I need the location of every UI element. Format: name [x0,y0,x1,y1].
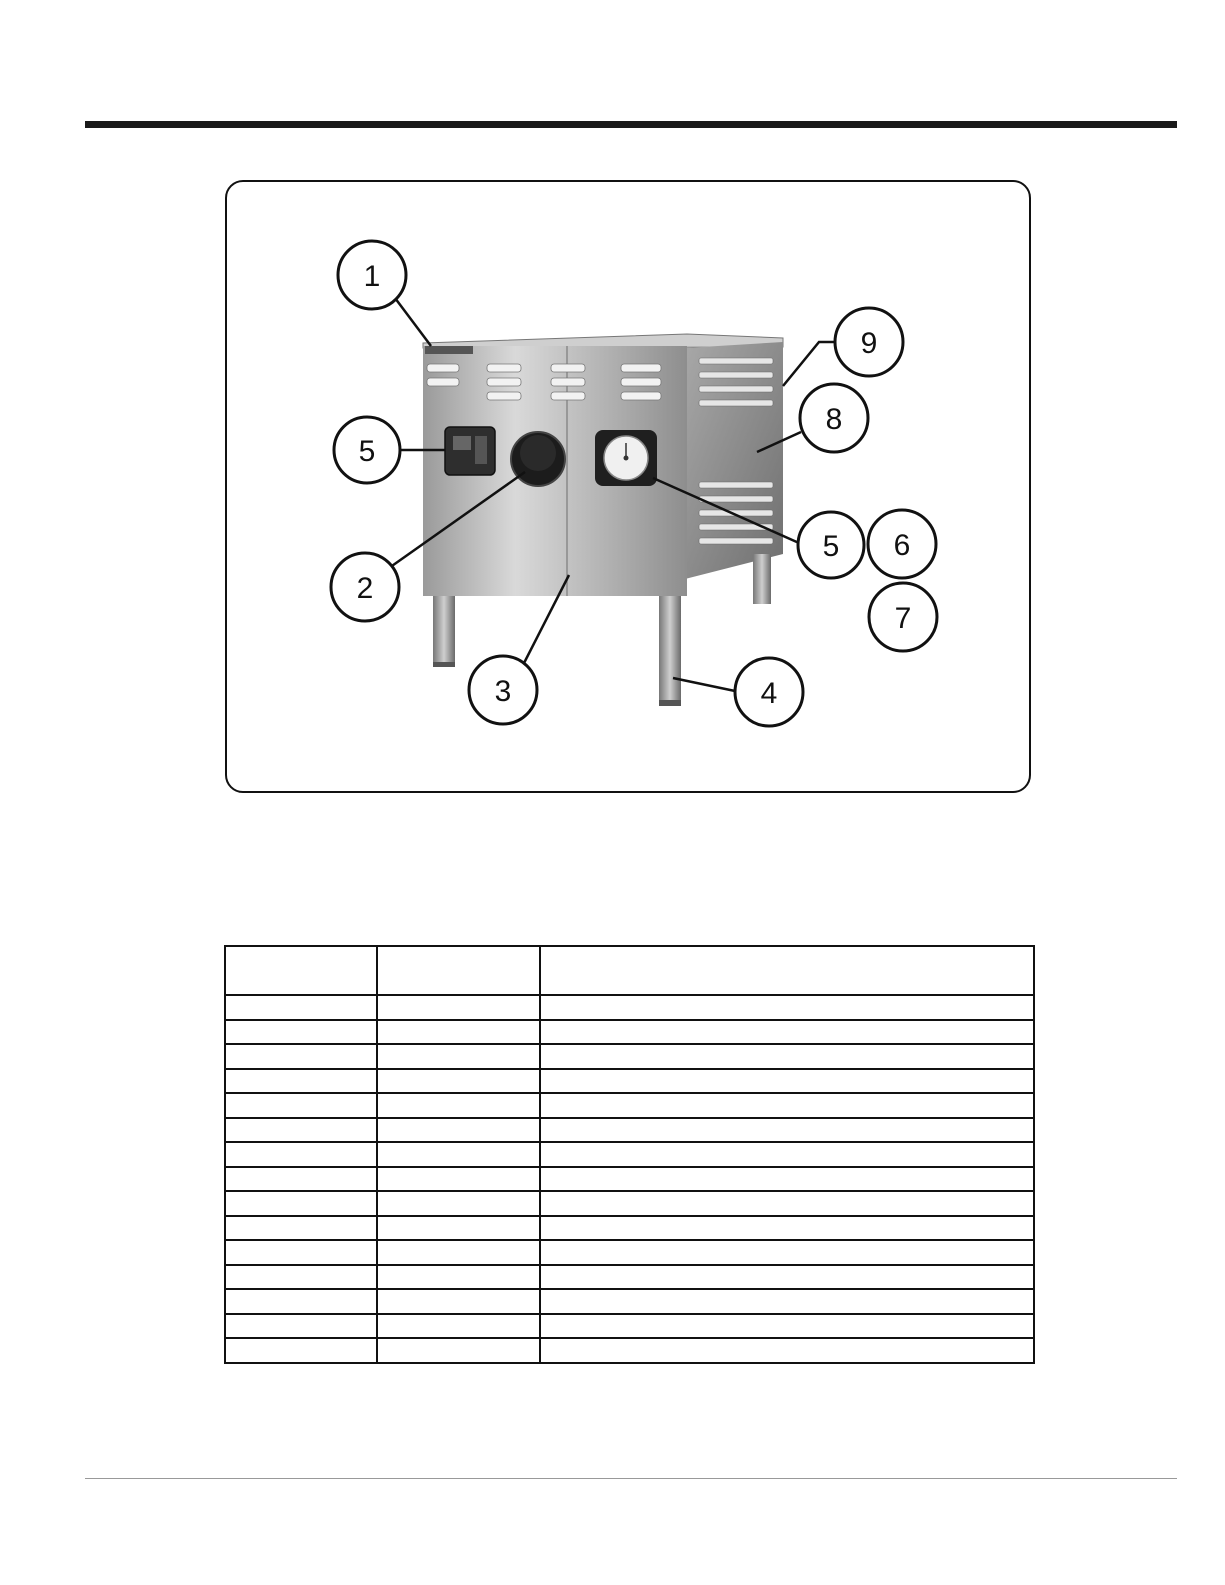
table-cell [377,1093,540,1118]
table-cell [377,1265,540,1290]
callout-5-left-label: 5 [358,435,376,468]
table-cell [377,1020,540,1045]
table-cell [225,1289,377,1314]
table-cell [540,1069,1034,1094]
callout-3-label: 3 [494,675,512,708]
table-row [225,1167,1034,1192]
table-cell [225,1167,377,1192]
table-cell [540,995,1034,1020]
table-cell [225,1020,377,1045]
callout-5-right-label: 5 [822,530,840,563]
table-cell [540,1191,1034,1216]
table-cell [225,1069,377,1094]
table-cell [377,1044,540,1069]
table-cell [540,1093,1034,1118]
table-cell [225,1240,377,1265]
callout-4 [735,658,803,726]
table-cell [540,1167,1034,1192]
table-cell [225,1265,377,1290]
callout-8 [800,384,868,452]
header-cell [377,946,540,995]
header-cell [540,946,1034,995]
table-cell [225,995,377,1020]
controller-display [445,427,495,475]
callout-9-label: 9 [860,327,878,360]
table-cell [377,995,540,1020]
table-cell [540,1020,1034,1045]
table-cell [377,1142,540,1167]
leg-rear-right [753,554,771,604]
table-row [225,1240,1034,1265]
table-row [225,1216,1034,1241]
table-header-row [225,946,1034,995]
table-cell [540,1289,1034,1314]
table-cell [225,1093,377,1118]
table-cell [377,1191,540,1216]
table-cell [377,1216,540,1241]
callout-2-label: 2 [356,572,374,605]
table-cell [540,1314,1034,1339]
table-row [225,1020,1034,1045]
table-row [225,1191,1034,1216]
table-row [225,1265,1034,1290]
table-row [225,1289,1034,1314]
table-cell [540,1142,1034,1167]
table-cell [225,1142,377,1167]
table-cell [225,1216,377,1241]
callout-7 [869,583,937,651]
callout-5-right [798,512,864,578]
leg-front-left [433,596,455,666]
table-cell [540,1118,1034,1143]
table-cell [377,1314,540,1339]
table-cell [540,1216,1034,1241]
table-row [225,1314,1034,1339]
callout-8-label: 8 [825,403,843,436]
table-cell [225,1314,377,1339]
table-cell [377,1289,540,1314]
callout-6-label: 6 [893,529,911,562]
callout-7-label: 7 [894,602,912,635]
table-cell [377,1167,540,1192]
table-cell [225,1118,377,1143]
callout-9 [835,308,903,376]
callout-5-left [334,417,400,483]
table-row [225,1093,1034,1118]
equipment-illustration [227,182,1033,795]
header-cell [225,946,377,995]
leg-front-right [659,596,681,704]
table-row [225,995,1034,1020]
callout-4-label: 4 [760,677,778,710]
table-cell [540,1338,1034,1363]
header-rule [85,121,1177,128]
table-row [225,1338,1034,1363]
table-cell [225,1191,377,1216]
parts-table [224,945,1035,1364]
callout-1 [338,241,406,309]
table-cell [377,1118,540,1143]
callout-6 [868,510,936,578]
footer-rule [85,1478,1177,1479]
table-row [225,1069,1034,1094]
callout-3 [469,656,537,724]
table-cell [540,1240,1034,1265]
callout-1-label: 1 [363,260,381,293]
table-cell [540,1265,1034,1290]
table-row [225,1142,1034,1167]
callout-2 [331,553,399,621]
table-cell [377,1069,540,1094]
table-row [225,1118,1034,1143]
table-cell [225,1044,377,1069]
table-cell [377,1240,540,1265]
table-cell [540,1044,1034,1069]
table-row [225,1044,1034,1069]
table-cell [377,1338,540,1363]
table-cell [225,1338,377,1363]
equipment-figure [225,180,1031,793]
